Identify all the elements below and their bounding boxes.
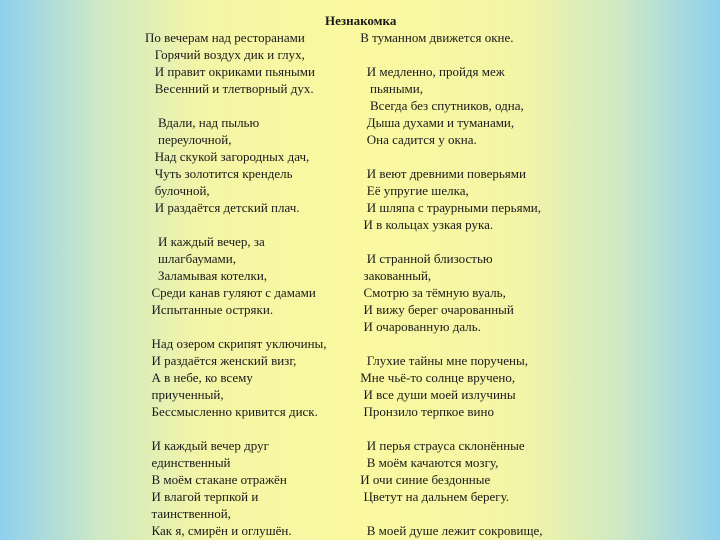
poem-line: Заламывая котелки, [145,268,268,283]
poem-line: В туманном движется окне. [357,30,514,45]
poem-line: Чуть золотится крендель [145,166,293,181]
poem-line [357,420,543,437]
poem-title: Незнакомка [325,13,397,28]
poem-line: По вечерам над ресторанами [145,30,305,45]
poem-right-column [357,29,543,539]
poem-line: шлагбаумами, [145,251,236,266]
poem-line: И вижу берег очарованный [357,302,514,317]
poem-line: И все души моей излучины [357,387,516,402]
poem-line [357,505,543,522]
poem-line: Испытанные остряки. [145,302,274,317]
poem-line: Всегда без спутников, одна, [357,98,524,113]
poem-line: пьяными, [357,81,423,96]
poem-line: переулочной, [145,132,232,147]
poem-line: И в кольцах узкая рука. [357,217,494,232]
poem-line: В моём качаются мозгу, [357,455,499,470]
poem-line: В моей душе лежит сокровище, [357,523,543,538]
poem-line: И влагой терпкой и [145,489,259,504]
poem-line: И веют древними поверьями [357,166,526,181]
poem-line [145,216,327,233]
poem-line: В моём стакане отражён [145,472,287,487]
poem-line: Дыша духами и туманами, [357,115,515,130]
poem-line: И шляпа с траурными перьями, [357,200,542,215]
poem-line: Горячий воздух дик и глух, [145,47,305,62]
poem-line: И каждый вечер друг [145,438,269,453]
poem-line: Среди канав гуляют с дамами [145,285,316,300]
poem-line: И очи синие бездонные [357,472,491,487]
poem-line: И правит окриками пьяными [145,64,315,79]
poem-line: Как я, смирён и оглушён. [145,523,292,538]
poem-line: И раздаётся женский визг, [145,353,297,368]
poem-line: Смотрю за тёмную вуаль, [357,285,506,300]
poem-line: И медленно, пройдя меж [357,64,505,79]
poem-line: Весенний и тлетворный дух. [145,81,314,96]
poem-line: А в небе, ко всему [145,370,253,385]
poem-line [145,318,327,335]
poem-line: приученный, [145,387,224,402]
poem-line: булочной, [145,183,210,198]
poem-line: закованный, [357,268,432,283]
poem-line: единственный [145,455,231,470]
poem-line: Глухие тайны мне поручены, [357,353,528,368]
poem-line: Вдали, над пылью [145,115,260,130]
poem-line: Цветут на дальнем берегу. [357,489,510,504]
poem-line: И очарованную даль. [357,319,481,334]
poem-line [357,335,543,352]
poem-line: Над скукой загородных дач, [145,149,310,164]
poem-line: таинственной, [145,506,231,521]
poem-line: Бессмысленно кривится диск. [145,404,318,419]
poem-line: Она садится у окна. [357,132,477,147]
poem-line: И странной близостью [357,251,493,266]
poem-line [357,46,543,63]
poem-line: Её упругие шелка, [357,183,469,198]
poem-line: И каждый вечер, за [145,234,265,249]
poem-line [357,233,543,250]
poem-line [357,148,543,165]
poem-line: Мне чьё-то солнце вручено, [357,370,516,385]
poem-line: Пронзило терпкое вино [357,404,494,419]
poem-line: И перья страуса склонённые [357,438,525,453]
poem-line: И раздаётся детский плач. [145,200,300,215]
poem-line: Над озером скрипят уключины, [145,336,327,351]
poem-left-column [145,29,327,539]
poem-line [145,97,327,114]
poem-line [145,420,327,437]
